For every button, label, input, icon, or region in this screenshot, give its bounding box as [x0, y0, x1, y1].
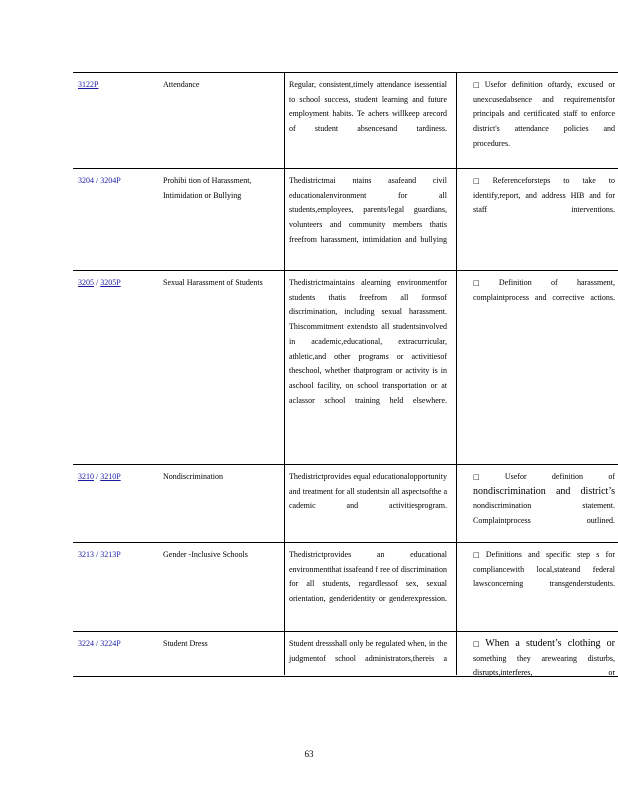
policy-usage — [473, 470, 615, 529]
policy-title: Nondiscrimination — [163, 472, 223, 481]
column-divider — [456, 72, 457, 675]
policy-description: Thedistrictprovides an educational environmentthat issafeand f ree of discrimination for all students, regardlessof sex, sexual orientation, genderidentity or genderexpression. — [289, 550, 447, 604]
policy-link[interactable]: 3122P — [78, 80, 99, 89]
checkbox-bullet-icon: □ — [473, 551, 484, 559]
checkbox-bullet-icon: □ — [473, 473, 503, 481]
table-row — [73, 632, 618, 677]
policy-title: Prohibi tion of Harassment, Intimidation or Bullying — [163, 176, 252, 200]
checkbox-bullet-icon: □ — [473, 640, 484, 648]
procedure-link[interactable]: 3205P — [100, 278, 121, 287]
policy-separator: / — [94, 278, 101, 287]
policy-usage — [473, 637, 615, 681]
policy-link[interactable]: 3205 — [78, 278, 94, 287]
policy-usage — [473, 78, 615, 152]
column-divider — [284, 72, 285, 675]
policy-title: Sexual Harassment of Students — [163, 278, 263, 287]
policy-description: Thedistrictprovides equal educationalopportunity and treatment for all studentsin all aspectsofthe a cademic and activitiesprogram. — [289, 472, 447, 511]
table-row — [73, 465, 618, 543]
procedure-number: 3204P — [100, 176, 121, 185]
policy-table — [73, 72, 618, 677]
table-row — [73, 169, 618, 271]
procedure-number: 3224P — [100, 639, 121, 648]
policy-link[interactable]: 3210 — [78, 472, 94, 481]
policy-usage-text: something they arewearing disturbs, disrupts,interferes, or — [473, 653, 615, 678]
policy-title: Student Dress — [163, 639, 208, 648]
table-row — [73, 543, 618, 632]
policy-number: 3204 — [78, 176, 94, 185]
checkbox-bullet-icon: □ — [473, 279, 497, 287]
procedure-number: 3213P — [100, 550, 121, 559]
policy-description: Regular, consistent,timely attendance isessential to school success, student learning and future employment habits. Te achers willkeep arecord of student absencesand tardiness. — [289, 80, 447, 134]
policy-number: 3224 — [78, 639, 94, 648]
policy-number-cell — [78, 78, 156, 93]
table-row — [73, 73, 618, 169]
policy-number-cell — [78, 548, 156, 563]
policy-separator: / — [94, 550, 101, 559]
policy-separator: / — [94, 176, 101, 185]
policy-title: Gender -Inclusive Schools — [163, 550, 248, 559]
policy-usage-text: Definition of harassment, complaintprocess and corrective actions. — [473, 278, 615, 302]
policy-separator: / — [94, 639, 101, 648]
procedure-link[interactable]: 3210P — [100, 472, 121, 481]
policy-description: Student dressshall only be regulated when, in the judgmentof school administrators,thereis a — [289, 639, 447, 663]
policy-separator: / — [94, 472, 101, 481]
policy-number-cell — [78, 637, 156, 652]
policy-usage — [473, 174, 615, 218]
policy-number-cell — [78, 276, 156, 291]
policy-usage-text: Usefor definition oftardy, excused or unexcusedabsence and requirementsfor principals and certificated staff to enforce district's attendance policies and procedures. — [473, 80, 615, 148]
policy-description: Thedistrictmai ntains asafeand civil educationalenvironment for all students,employees, parents/legal guardians, volunteers and community members thatis freefrom harassment, intimidation and bullying — [289, 176, 447, 244]
page-number: 63 — [304, 749, 314, 759]
checkbox-bullet-icon: □ — [473, 81, 483, 89]
policy-usage-text: Referenceforsteps to take to identify,report, and address HIB and for staff interventions. — [473, 176, 616, 215]
policy-usage — [473, 276, 615, 305]
policy-usage-text: nondiscrimination statement. Complaintprocess outlined. — [473, 501, 615, 526]
policy-title: Attendance — [163, 80, 200, 89]
policy-number-cell — [78, 470, 156, 485]
checkbox-bullet-icon: □ — [473, 177, 491, 185]
policy-usage-text: When a student’s clothing or — [485, 638, 615, 649]
policy-number: 3213 — [78, 550, 94, 559]
policy-usage-text: Definitions and specific step s for compliancewith local,stateand federal lawsconcerning transgenderstudents. — [473, 550, 615, 589]
policy-usage-text: Usefor definition of — [504, 472, 615, 481]
policy-description: Thedistrictmaintains alearning environmentfor students thatis freefrom all formsof discrimination, including sexual harassment. Thiscommitment extendsto all studentsinvolved in academic,educational, extracurricular, athletic,and other programs or activitiesof theschool, whether thatprogram or activity is in aschool facility, on school transportation or at aclassor school training held elsewhere. — [289, 278, 447, 405]
table-row — [73, 271, 618, 465]
policy-number-cell — [78, 174, 156, 189]
policy-usage-text: nondiscrimination and district’s — [473, 485, 615, 497]
policy-usage — [473, 548, 615, 592]
